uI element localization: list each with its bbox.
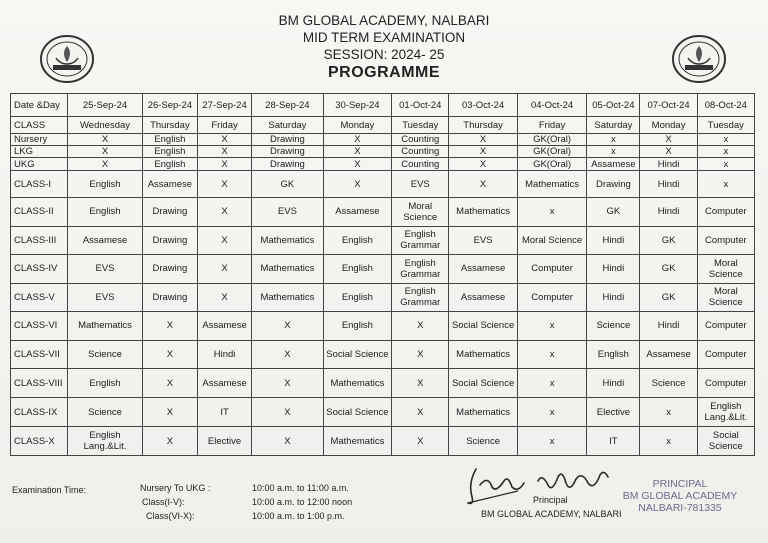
table-row: [11, 397, 755, 427]
table-row: [11, 197, 755, 226]
row-label-cell: CLASS-IX: [11, 397, 68, 427]
schedule-cell: Assamese: [640, 340, 697, 369]
schedule-cell: Counting: [392, 158, 449, 171]
schedule-cell: Drawing: [252, 133, 324, 145]
stamp-line: PRINCIPAL: [652, 478, 708, 490]
schedule-cell: GK: [640, 255, 697, 284]
schedule-cell: English: [142, 158, 197, 171]
schedule-cell: Hindi: [587, 226, 640, 255]
row-label-cell: CLASS-IV: [11, 255, 68, 284]
schedule-cell: Hindi: [640, 312, 697, 341]
schedule-cell: X: [197, 158, 251, 171]
schedule-cell: X: [142, 312, 197, 341]
schedule-cell: X: [449, 158, 517, 171]
schedule-cell: Hindi: [640, 158, 697, 171]
schedule-cell: Moral Science: [392, 197, 449, 226]
schedule-cell: X: [197, 226, 251, 255]
schedule-cell: Monday: [323, 117, 391, 133]
header: [0, 12, 768, 81]
schedule-table: [10, 93, 755, 456]
schedule-cell: EVS: [68, 283, 143, 312]
schedule-cell: English Lang.&Lit.: [68, 427, 143, 456]
schedule-cell: EVS: [252, 197, 324, 226]
schedule-cell: X: [252, 369, 324, 398]
timing-value: 10:00 a.m. to 12:00 noon: [252, 497, 353, 507]
schedule-cell: x: [587, 133, 640, 145]
schedule-cell: x: [517, 197, 586, 226]
schedule-cell: Saturday: [252, 117, 324, 133]
schedule-cell: X: [252, 397, 324, 427]
schedule-cell: Drawing: [252, 146, 324, 158]
schedule-cell: Social Science: [449, 369, 517, 398]
programme-title: PROGRAMME: [327, 64, 441, 81]
schedule-cell: Counting: [392, 146, 449, 158]
table-row: [11, 427, 755, 456]
schedule-cell: x: [517, 312, 586, 341]
schedule-cell: X: [142, 397, 197, 427]
schedule-cell: Mathematics: [517, 171, 586, 198]
schedule-cell: Assamese: [323, 197, 391, 226]
schedule-cell: Computer: [697, 312, 754, 341]
schedule-cell: Mathematics: [449, 340, 517, 369]
schedule-cell: X: [142, 340, 197, 369]
schedule-cell: x: [640, 427, 697, 456]
schedule-cell: X: [252, 312, 324, 341]
schedule-cell: x: [517, 427, 586, 456]
schedule-cell: X: [323, 158, 391, 171]
schedule-cell: Social Science: [323, 397, 391, 427]
table-row: [11, 171, 755, 198]
schedule-cell: X: [68, 158, 143, 171]
schedule-cell: English Grammar: [392, 255, 449, 284]
schedule-cell: x: [697, 171, 754, 198]
schedule-cell: GK(Oral): [517, 133, 586, 145]
schedule-cell: X: [252, 340, 324, 369]
stamp-line: NALBARI-781335: [638, 502, 722, 514]
day-header-row: [11, 117, 755, 133]
schedule-cell: Assamese: [197, 312, 251, 341]
schedule-cell: X: [197, 171, 251, 198]
timing-group: Class(VI-X):: [146, 511, 195, 521]
schedule-cell: X: [323, 146, 391, 158]
row-label-cell: UKG: [11, 158, 68, 171]
schedule-cell: Drawing: [142, 197, 197, 226]
row-label-cell: CLASS-I: [11, 171, 68, 198]
schedule-cell: GK: [640, 226, 697, 255]
schedule-cell: Drawing: [252, 158, 324, 171]
timing-value: 10:00 a.m. to 1:00 p.m.: [252, 511, 345, 521]
school-name: BM GLOBAL ACADEMY, NALBARI: [278, 13, 490, 28]
schedule-cell: X: [142, 369, 197, 398]
schedule-cell: Mathematics: [449, 397, 517, 427]
schedule-cell: Hindi: [640, 171, 697, 198]
principal-label: Principal: [533, 495, 568, 505]
schedule-cell: Computer: [517, 255, 586, 284]
schedule-cell: Mathematics: [323, 369, 391, 398]
schedule-cell: X: [197, 133, 251, 145]
timing-group: Class(I-V):: [142, 497, 185, 507]
row-label-cell: Date &Day: [11, 94, 68, 117]
schedule-cell: English: [142, 133, 197, 145]
school-sign-name: BM GLOBAL ACADEMY, NALBARI: [481, 509, 622, 519]
table-row: [11, 283, 755, 312]
schedule-cell: Drawing: [142, 283, 197, 312]
schedule-cell: Mathematics: [252, 283, 324, 312]
schedule-cell: Counting: [392, 133, 449, 145]
schedule-cell: X: [640, 146, 697, 158]
schedule-cell: English: [323, 255, 391, 284]
schedule-cell: 04-Oct-24: [517, 94, 586, 117]
table-row: [11, 340, 755, 369]
schedule-cell: EVS: [68, 255, 143, 284]
schedule-cell: X: [142, 427, 197, 456]
schedule-cell: Mathematics: [252, 255, 324, 284]
table-row: [11, 226, 755, 255]
schedule-cell: Mathematics: [252, 226, 324, 255]
schedule-cell: Elective: [587, 397, 640, 427]
schedule-cell: Drawing: [142, 255, 197, 284]
row-label-cell: CLASS: [11, 117, 68, 133]
schedule-cell: Moral Science: [517, 226, 586, 255]
schedule-cell: 27-Sep-24: [197, 94, 251, 117]
schedule-cell: Friday: [197, 117, 251, 133]
schedule-cell: X: [449, 146, 517, 158]
schedule-cell: English: [68, 369, 143, 398]
schedule-cell: Tuesday: [697, 117, 754, 133]
schedule-cell: Social Science: [697, 427, 754, 456]
schedule-cell: x: [587, 146, 640, 158]
row-label-cell: CLASS-VIII: [11, 369, 68, 398]
schedule-cell: Computer: [517, 283, 586, 312]
schedule-cell: Hindi: [587, 255, 640, 284]
row-label-cell: CLASS-VI: [11, 312, 68, 341]
schedule-cell: Assamese: [142, 171, 197, 198]
schedule-cell: X: [449, 171, 517, 198]
schedule-cell: X: [68, 146, 143, 158]
schedule-cell: Thursday: [449, 117, 517, 133]
schedule-cell: Social Science: [449, 312, 517, 341]
schedule-cell: GK: [640, 283, 697, 312]
schedule-cell: Tuesday: [392, 117, 449, 133]
schedule-cell: 05-Oct-24: [587, 94, 640, 117]
schedule-cell: X: [197, 283, 251, 312]
schedule-cell: English Lang.&Lit.: [697, 397, 754, 427]
schedule-cell: English: [323, 226, 391, 255]
schedule-cell: Science: [449, 427, 517, 456]
schedule-cell: 07-Oct-24: [640, 94, 697, 117]
schedule-cell: English: [68, 197, 143, 226]
schedule-cell: IT: [587, 427, 640, 456]
schedule-cell: EVS: [449, 226, 517, 255]
schedule-cell: Assamese: [449, 255, 517, 284]
schedule-cell: Social Science: [323, 340, 391, 369]
schedule-cell: Computer: [697, 340, 754, 369]
schedule-cell: X: [197, 146, 251, 158]
table-row: [11, 133, 755, 145]
schedule-cell: GK(Oral): [517, 146, 586, 158]
table-row: [11, 158, 755, 171]
table-row: [11, 146, 755, 158]
schedule-cell: Mathematics: [68, 312, 143, 341]
schedule-cell: X: [392, 312, 449, 341]
schedule-cell: Assamese: [449, 283, 517, 312]
row-label-cell: CLASS-V: [11, 283, 68, 312]
schedule-cell: x: [697, 133, 754, 145]
schedule-cell: English: [323, 283, 391, 312]
schedule-cell: 01-Oct-24: [392, 94, 449, 117]
schedule-cell: Mathematics: [323, 427, 391, 456]
schedule-cell: Science: [68, 397, 143, 427]
schedule-cell: English: [323, 312, 391, 341]
schedule-cell: GK: [252, 171, 324, 198]
schedule-cell: x: [517, 340, 586, 369]
schedule-cell: Hindi: [197, 340, 251, 369]
principal-stamp: [612, 478, 748, 514]
stamp-line: BM GLOBAL ACADEMY: [622, 490, 738, 502]
table-row: [11, 369, 755, 398]
schedule-cell: Drawing: [142, 226, 197, 255]
exam-title: MID TERM EXAMINATION: [302, 30, 466, 45]
schedule-cell: Hindi: [587, 369, 640, 398]
schedule-cell: Wednesday: [68, 117, 143, 133]
date-header-row: [11, 94, 755, 117]
schedule-cell: Computer: [697, 369, 754, 398]
schedule-cell: x: [697, 146, 754, 158]
schedule-cell: EVS: [392, 171, 449, 198]
exam-time-label: Examination Time:: [12, 485, 87, 495]
schedule-cell: X: [68, 133, 143, 145]
schedule-cell: Elective: [197, 427, 251, 456]
schedule-cell: Science: [68, 340, 143, 369]
schedule-cell: X: [449, 133, 517, 145]
schedule-cell: GK(Oral): [517, 158, 586, 171]
table-row: [11, 255, 755, 284]
schedule-cell: X: [392, 369, 449, 398]
schedule-cell: Mathematics: [449, 197, 517, 226]
schedule-cell: X: [323, 133, 391, 145]
schedule-cell: X: [392, 397, 449, 427]
session: SESSION: 2024- 25: [323, 47, 445, 62]
row-label-cell: CLASS-X: [11, 427, 68, 456]
schedule-cell: IT: [197, 397, 251, 427]
schedule-cell: English: [68, 171, 143, 198]
schedule-cell: Science: [587, 312, 640, 341]
timing-value: 10:00 a.m. to 11:00 a.m.: [252, 483, 349, 493]
schedule-cell: Assamese: [197, 369, 251, 398]
schedule-cell: 30-Sep-24: [323, 94, 391, 117]
schedule-cell: English: [142, 146, 197, 158]
row-label-cell: LKG: [11, 146, 68, 158]
schedule-cell: X: [197, 255, 251, 284]
schedule-cell: Monday: [640, 117, 697, 133]
schedule-cell: 25-Sep-24: [68, 94, 143, 117]
schedule-cell: x: [517, 369, 586, 398]
schedule-cell: Saturday: [587, 117, 640, 133]
schedule-cell: X: [252, 427, 324, 456]
schedule-cell: 08-Oct-24: [697, 94, 754, 117]
schedule-cell: Friday: [517, 117, 586, 133]
schedule-cell: Computer: [697, 226, 754, 255]
schedule-cell: Drawing: [587, 171, 640, 198]
schedule-cell: Moral Science: [697, 255, 754, 284]
schedule-cell: Moral Science: [697, 283, 754, 312]
row-label-cell: CLASS-III: [11, 226, 68, 255]
timing-group: Nursery To UKG :: [140, 483, 211, 493]
row-label-cell: CLASS-VII: [11, 340, 68, 369]
schedule-cell: 26-Sep-24: [142, 94, 197, 117]
schedule-cell: Assamese: [68, 226, 143, 255]
row-label-cell: CLASS-II: [11, 197, 68, 226]
schedule-cell: X: [640, 133, 697, 145]
schedule-cell: Science: [640, 369, 697, 398]
schedule-cell: Assamese: [587, 158, 640, 171]
schedule-cell: 28-Sep-24: [252, 94, 324, 117]
schedule-cell: X: [392, 340, 449, 369]
schedule-cell: Hindi: [640, 197, 697, 226]
schedule-cell: x: [640, 397, 697, 427]
schedule-cell: X: [323, 171, 391, 198]
schedule-cell: X: [392, 427, 449, 456]
schedule-cell: English Grammar: [392, 226, 449, 255]
row-label-cell: Nursery: [11, 133, 68, 145]
table-row: [11, 312, 755, 341]
schedule-cell: English: [587, 340, 640, 369]
schedule-cell: Thursday: [142, 117, 197, 133]
schedule-cell: x: [517, 397, 586, 427]
schedule-cell: X: [197, 197, 251, 226]
schedule-cell: Hindi: [587, 283, 640, 312]
schedule-cell: GK: [587, 197, 640, 226]
schedule-cell: x: [697, 158, 754, 171]
schedule-cell: English Grammar: [392, 283, 449, 312]
schedule-cell: 03-Oct-24: [449, 94, 517, 117]
schedule-cell: Computer: [697, 197, 754, 226]
